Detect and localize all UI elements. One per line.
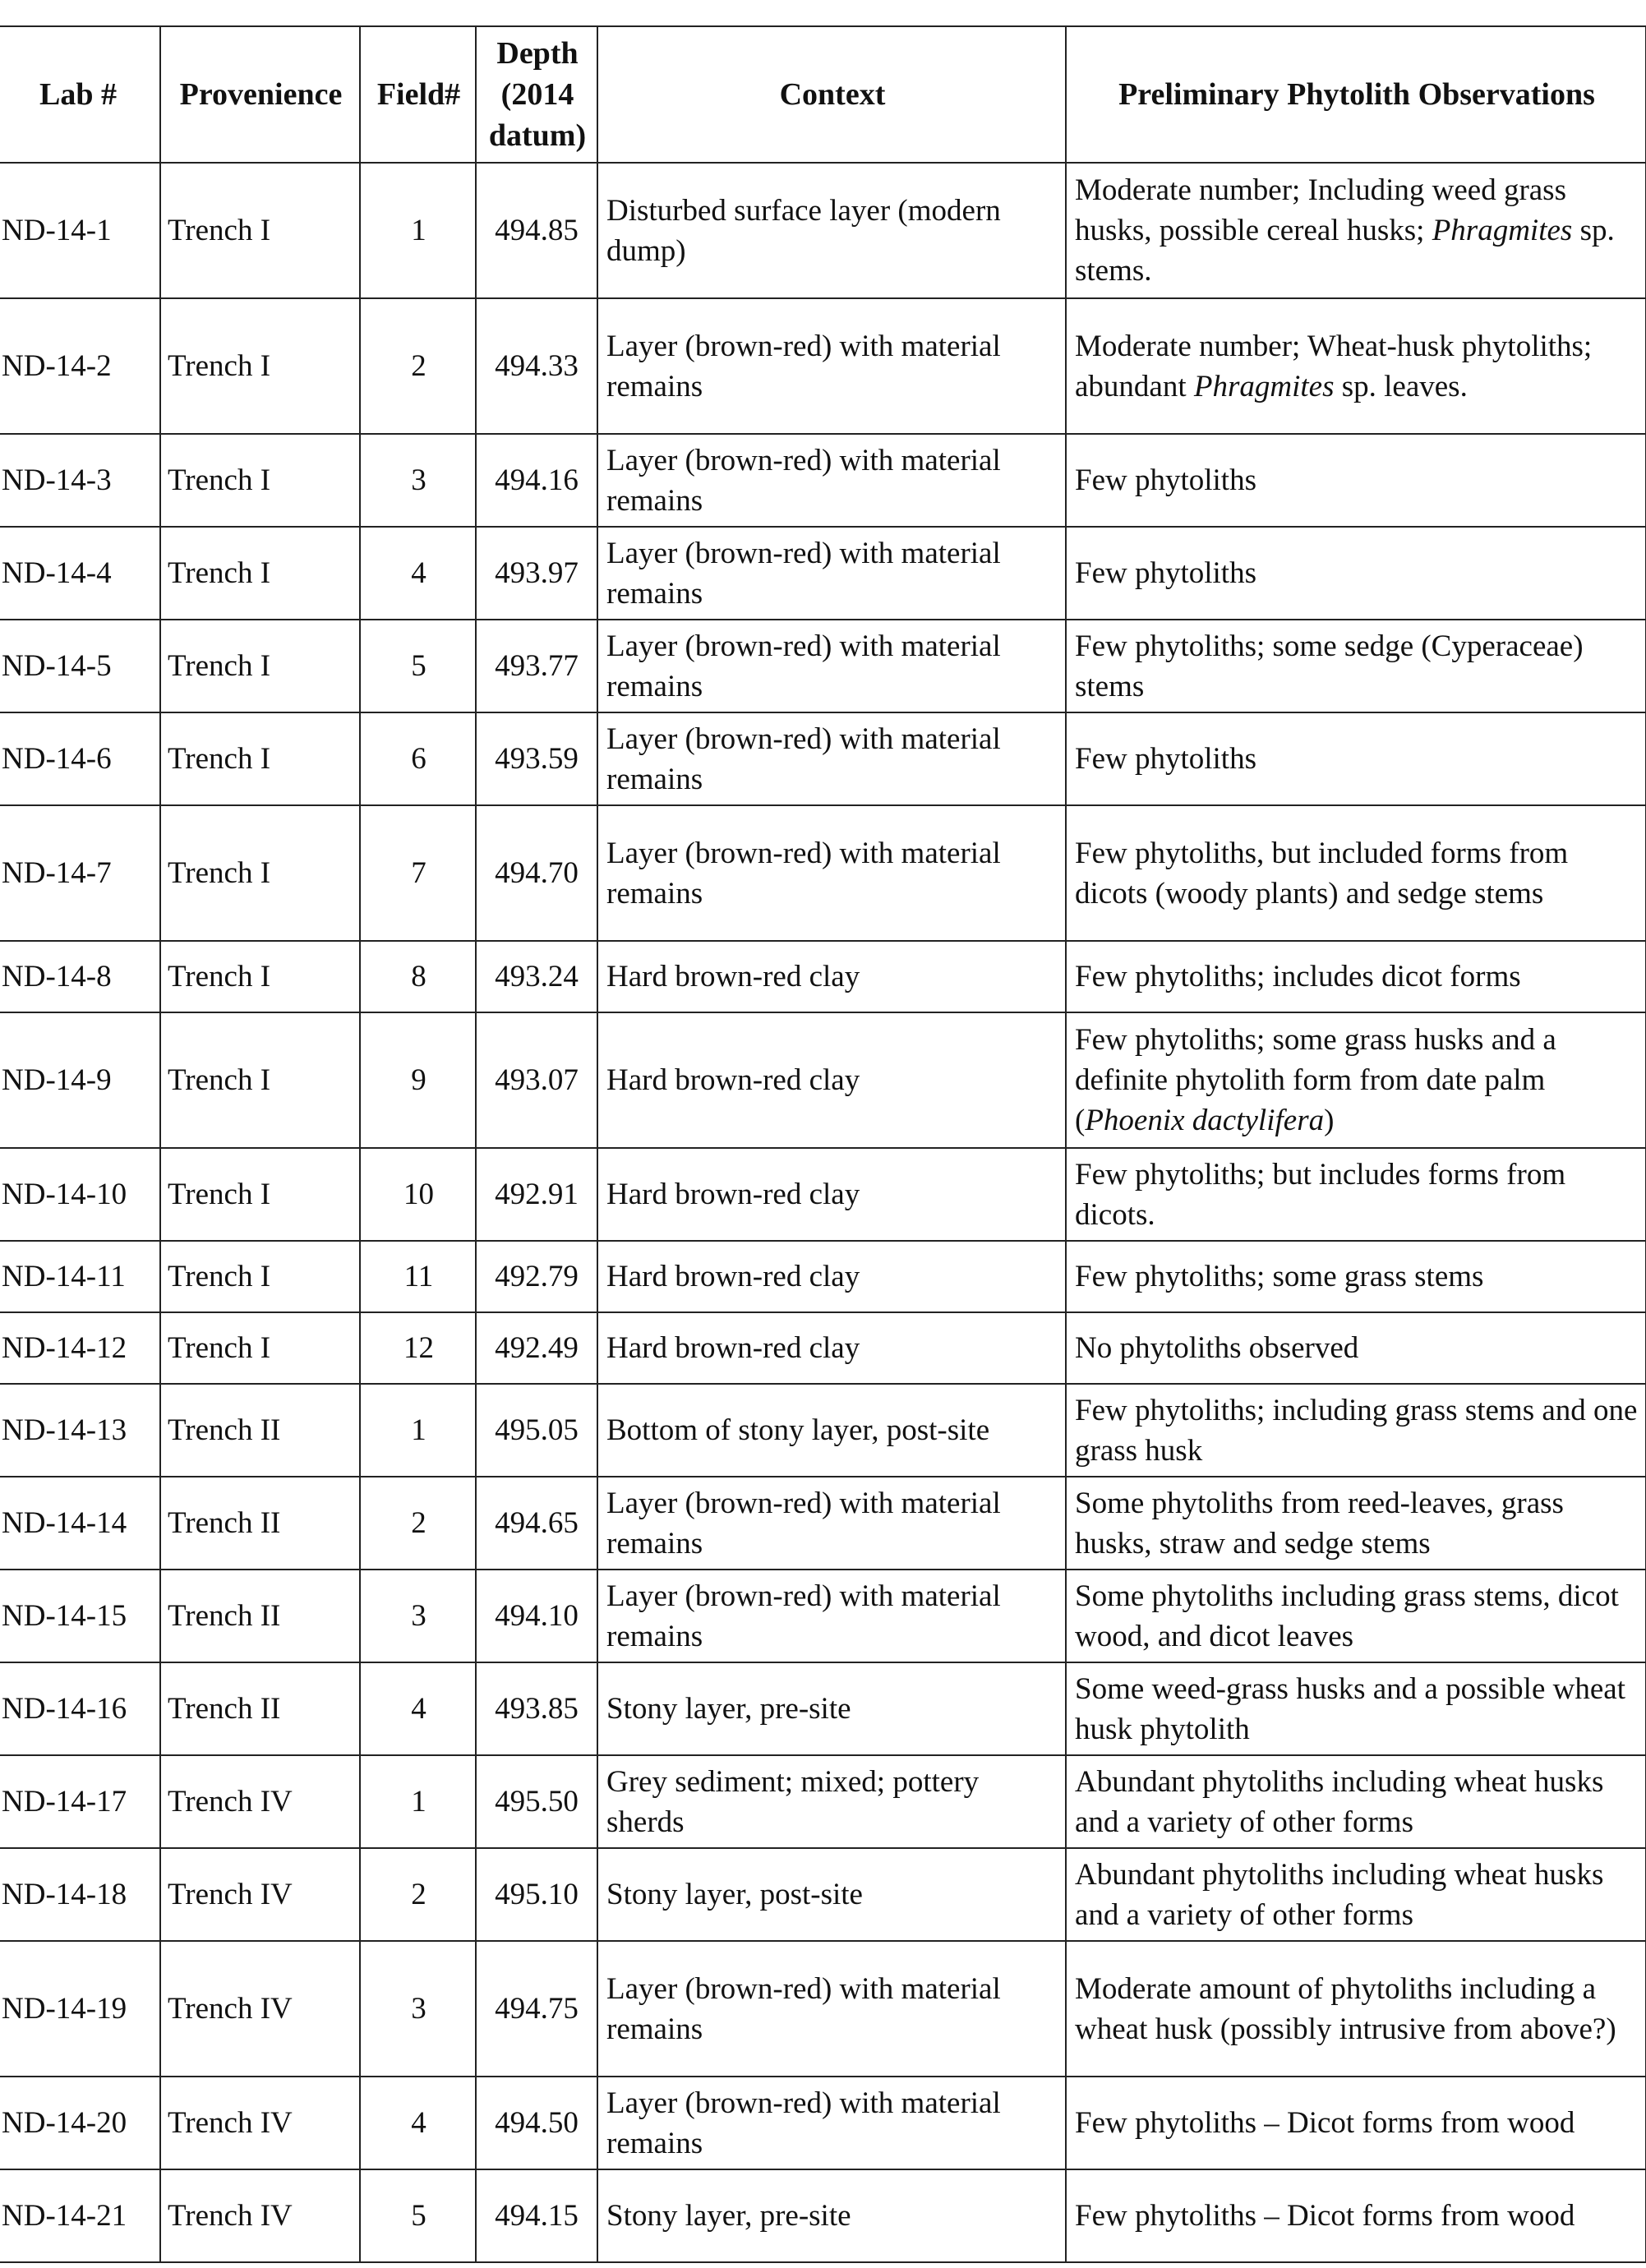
observations-cell <box>1066 1662 1646 1755</box>
field-cell: 12 <box>360 1312 476 1384</box>
provenience-cell: Trench I <box>160 298 360 434</box>
provenience-cell: Trench I <box>160 1241 360 1312</box>
observations-cell <box>1066 1755 1646 1848</box>
field-cell: 2 <box>360 298 476 434</box>
observations-cell <box>1066 1477 1646 1570</box>
observation-text: sp. leaves. <box>1334 369 1468 403</box>
field-cell: 3 <box>360 1570 476 1662</box>
lab-cell: ND-14-12 <box>0 1312 160 1384</box>
table-row <box>0 1241 1646 1312</box>
context-cell: Layer (brown-red) with material remains <box>597 620 1066 712</box>
depth-cell: 494.16 <box>476 434 597 527</box>
observation-text: Some phytoliths including grass stems, dicot wood, and dicot leaves <box>1075 1579 1619 1653</box>
lab-cell: ND-14-10 <box>0 1148 160 1241</box>
taxon-name: Phragmites <box>1432 214 1573 247</box>
table-row <box>0 2077 1646 2169</box>
observation-text: Moderate number; Including weed grass husks, possible cereal husks; <box>1075 173 1566 247</box>
observations-cell <box>1066 941 1646 1012</box>
observations-cell <box>1066 2169 1646 2262</box>
observations-cell <box>1066 527 1646 620</box>
table-row <box>0 1941 1646 2077</box>
observations-cell <box>1066 620 1646 712</box>
depth-cell: 494.10 <box>476 1570 597 1662</box>
lab-cell: ND-14-8 <box>0 941 160 1012</box>
table-row <box>0 1477 1646 1570</box>
table-row <box>0 805 1646 941</box>
depth-cell: 494.15 <box>476 2169 597 2262</box>
context-cell: Layer (brown-red) with material remains <box>597 1477 1066 1570</box>
context-cell: Layer (brown-red) with material remains <box>597 1941 1066 2077</box>
table-row <box>0 1012 1646 1148</box>
depth-cell: 493.85 <box>476 1662 597 1755</box>
observation-text: Abundant phytoliths including wheat husks and a variety of other forms <box>1075 1857 1604 1932</box>
lab-cell: ND-14-7 <box>0 805 160 941</box>
provenience-cell: Trench I <box>160 941 360 1012</box>
field-cell: 7 <box>360 805 476 941</box>
context-cell: Hard brown-red clay <box>597 1148 1066 1241</box>
table-row <box>0 434 1646 527</box>
observations-cell <box>1066 1012 1646 1148</box>
lab-cell: ND-14-2 <box>0 298 160 434</box>
lab-cell: ND-14-16 <box>0 1662 160 1755</box>
field-cell: 5 <box>360 620 476 712</box>
header-depth: Depth (2014 datum) <box>476 26 597 163</box>
observations-cell <box>1066 712 1646 805</box>
header-field: Field# <box>360 26 476 163</box>
observations-cell <box>1066 1848 1646 1941</box>
provenience-cell: Trench I <box>160 1012 360 1148</box>
header-row <box>0 26 1646 163</box>
context-cell: Hard brown-red clay <box>597 1241 1066 1312</box>
provenience-cell: Trench I <box>160 620 360 712</box>
provenience-cell: Trench I <box>160 527 360 620</box>
context-cell: Grey sediment; mixed; pottery sherds <box>597 1755 1066 1848</box>
depth-cell: 493.59 <box>476 712 597 805</box>
table-row <box>0 1662 1646 1755</box>
observation-text: Few phytoliths; including grass stems and one grass husk <box>1075 1393 1638 1468</box>
context-cell: Stony layer, pre-site <box>597 2169 1066 2262</box>
provenience-cell: Trench II <box>160 1477 360 1570</box>
depth-cell: 495.05 <box>476 1384 597 1477</box>
context-cell: Stony layer, post-site <box>597 1848 1066 1941</box>
field-cell: 4 <box>360 2077 476 2169</box>
field-cell: 2 <box>360 1477 476 1570</box>
observation-text: Few phytoliths – Dicot forms from wood <box>1075 2199 1575 2233</box>
depth-cell: 493.97 <box>476 527 597 620</box>
field-cell: 1 <box>360 163 476 298</box>
context-cell: Layer (brown-red) with material remains <box>597 527 1066 620</box>
depth-cell: 494.65 <box>476 1477 597 1570</box>
observation-text: Few phytoliths <box>1075 463 1256 497</box>
table-row <box>0 298 1646 434</box>
provenience-cell: Trench I <box>160 1312 360 1384</box>
provenience-cell: Trench I <box>160 1148 360 1241</box>
depth-cell: 493.77 <box>476 620 597 712</box>
context-cell: Layer (brown-red) with material remains <box>597 2077 1066 2169</box>
depth-cell: 494.50 <box>476 2077 597 2169</box>
header-provenience: Provenience <box>160 26 360 163</box>
observations-cell <box>1066 163 1646 298</box>
lab-cell: ND-14-21 <box>0 2169 160 2262</box>
provenience-cell: Trench IV <box>160 1755 360 1848</box>
context-cell: Layer (brown-red) with material remains <box>597 712 1066 805</box>
depth-cell: 495.10 <box>476 1848 597 1941</box>
provenience-cell: Trench I <box>160 805 360 941</box>
lab-cell: ND-14-17 <box>0 1755 160 1848</box>
observation-text: sp. stems. <box>1075 214 1615 288</box>
provenience-cell: Trench IV <box>160 1941 360 2077</box>
observations-cell <box>1066 1384 1646 1477</box>
taxon-name: Phragmites <box>1193 369 1335 403</box>
depth-cell: 492.49 <box>476 1312 597 1384</box>
field-cell: 3 <box>360 434 476 527</box>
observation-text: Few phytoliths, but included forms from dicots (woody plants) and sedge stems <box>1075 836 1569 910</box>
observations-cell <box>1066 1148 1646 1241</box>
field-cell: 11 <box>360 1241 476 1312</box>
field-cell: 2 <box>360 1848 476 1941</box>
context-cell: Layer (brown-red) with material remains <box>597 1570 1066 1662</box>
observations-cell <box>1066 1241 1646 1312</box>
provenience-cell: Trench IV <box>160 2169 360 2262</box>
observation-text: Few phytoliths; includes dicot forms <box>1075 960 1521 993</box>
observations-cell <box>1066 298 1646 434</box>
context-cell: Disturbed surface layer (modern dump) <box>597 163 1066 298</box>
context-cell: Hard brown-red clay <box>597 1312 1066 1384</box>
field-cell: 4 <box>360 1662 476 1755</box>
observation-text: Some weed-grass husks and a possible wheat husk phytolith <box>1075 1671 1625 1746</box>
lab-cell: ND-14-11 <box>0 1241 160 1312</box>
lab-cell: ND-14-14 <box>0 1477 160 1570</box>
table-row <box>0 712 1646 805</box>
provenience-cell: Trench IV <box>160 2077 360 2169</box>
table-row <box>0 1848 1646 1941</box>
observation-text: Few phytoliths <box>1075 742 1256 776</box>
observations-cell <box>1066 1312 1646 1384</box>
observation-text: Few phytoliths; some sedge (Cyperaceae) stems <box>1075 629 1584 703</box>
field-cell: 6 <box>360 712 476 805</box>
lab-cell: ND-14-6 <box>0 712 160 805</box>
lab-cell: ND-14-18 <box>0 1848 160 1941</box>
context-cell: Layer (brown-red) with material remains <box>597 298 1066 434</box>
lab-cell: ND-14-5 <box>0 620 160 712</box>
header-context: Context <box>597 26 1066 163</box>
depth-cell: 492.79 <box>476 1241 597 1312</box>
observation-text: ) <box>1324 1104 1335 1137</box>
table-row <box>0 1312 1646 1384</box>
lab-cell: ND-14-19 <box>0 1941 160 2077</box>
table-row <box>0 1755 1646 1848</box>
context-cell: Stony layer, pre-site <box>597 1662 1066 1755</box>
depth-cell: 494.75 <box>476 1941 597 2077</box>
table-row <box>0 620 1646 712</box>
field-cell: 4 <box>360 527 476 620</box>
table-row <box>0 1148 1646 1241</box>
phytolith-table-container <box>0 25 1646 2263</box>
lab-cell: ND-14-13 <box>0 1384 160 1477</box>
field-cell: 8 <box>360 941 476 1012</box>
depth-cell: 494.70 <box>476 805 597 941</box>
observation-text: Some phytoliths from reed-leaves, grass husks, straw and sedge stems <box>1075 1486 1564 1560</box>
observations-cell <box>1066 2077 1646 2169</box>
provenience-cell: Trench II <box>160 1570 360 1662</box>
field-cell: 1 <box>360 1755 476 1848</box>
provenience-cell: Trench II <box>160 1384 360 1477</box>
observation-text: Few phytoliths <box>1075 556 1256 590</box>
observations-cell <box>1066 434 1646 527</box>
depth-cell: 495.50 <box>476 1755 597 1848</box>
field-cell: 1 <box>360 1384 476 1477</box>
field-cell: 9 <box>360 1012 476 1148</box>
observations-cell <box>1066 1941 1646 2077</box>
header-observations: Preliminary Phytolith Observations <box>1066 26 1646 163</box>
observation-text: Abundant phytoliths including wheat husks and a variety of other forms <box>1075 1764 1604 1839</box>
depth-cell: 494.85 <box>476 163 597 298</box>
provenience-cell: Trench I <box>160 163 360 298</box>
field-cell: 3 <box>360 1941 476 2077</box>
observation-text: Few phytoliths – Dicot forms from wood <box>1075 2106 1575 2140</box>
depth-cell: 493.07 <box>476 1012 597 1148</box>
depth-cell: 494.33 <box>476 298 597 434</box>
context-cell: Layer (brown-red) with material remains <box>597 434 1066 527</box>
lab-cell: ND-14-4 <box>0 527 160 620</box>
observation-text: No phytoliths observed <box>1075 1331 1359 1365</box>
lab-cell: ND-14-20 <box>0 2077 160 2169</box>
context-cell: Hard brown-red clay <box>597 1012 1066 1148</box>
lab-cell: ND-14-9 <box>0 1012 160 1148</box>
taxon-name: Phoenix dactylifera <box>1085 1104 1325 1137</box>
table-row <box>0 527 1646 620</box>
depth-cell: 493.24 <box>476 941 597 1012</box>
table-row <box>0 2169 1646 2262</box>
field-cell: 5 <box>360 2169 476 2262</box>
observation-text: Few phytoliths; some grass husks and a definite phytolith form from date palm ( <box>1075 1023 1556 1137</box>
provenience-cell: Trench I <box>160 712 360 805</box>
table-row <box>0 163 1646 298</box>
lab-cell: ND-14-1 <box>0 163 160 298</box>
observation-text: Moderate amount of phytoliths including a wheat husk (possibly intrusive from above?) <box>1075 1971 1616 2046</box>
phytolith-samples-table <box>0 25 1646 2263</box>
context-cell: Layer (brown-red) with material remains <box>597 805 1066 941</box>
field-cell: 10 <box>360 1148 476 1241</box>
table-row <box>0 941 1646 1012</box>
context-cell: Hard brown-red clay <box>597 941 1066 1012</box>
context-cell: Bottom of stony layer, post-site <box>597 1384 1066 1477</box>
depth-cell: 492.91 <box>476 1148 597 1241</box>
provenience-cell: Trench I <box>160 434 360 527</box>
table-body <box>0 163 1646 2262</box>
table-row <box>0 1570 1646 1662</box>
observation-text: Few phytoliths; but includes forms from dicots. <box>1075 1157 1566 1232</box>
provenience-cell: Trench II <box>160 1662 360 1755</box>
header-lab: Lab # <box>0 26 160 163</box>
observation-text: Moderate number; Wheat-husk phytoliths; abundant <box>1075 329 1593 403</box>
observations-cell <box>1066 805 1646 941</box>
provenience-cell: Trench IV <box>160 1848 360 1941</box>
observations-cell <box>1066 1570 1646 1662</box>
table-row <box>0 1384 1646 1477</box>
observation-text: Few phytoliths; some grass stems <box>1075 1260 1484 1293</box>
lab-cell: ND-14-3 <box>0 434 160 527</box>
lab-cell: ND-14-15 <box>0 1570 160 1662</box>
